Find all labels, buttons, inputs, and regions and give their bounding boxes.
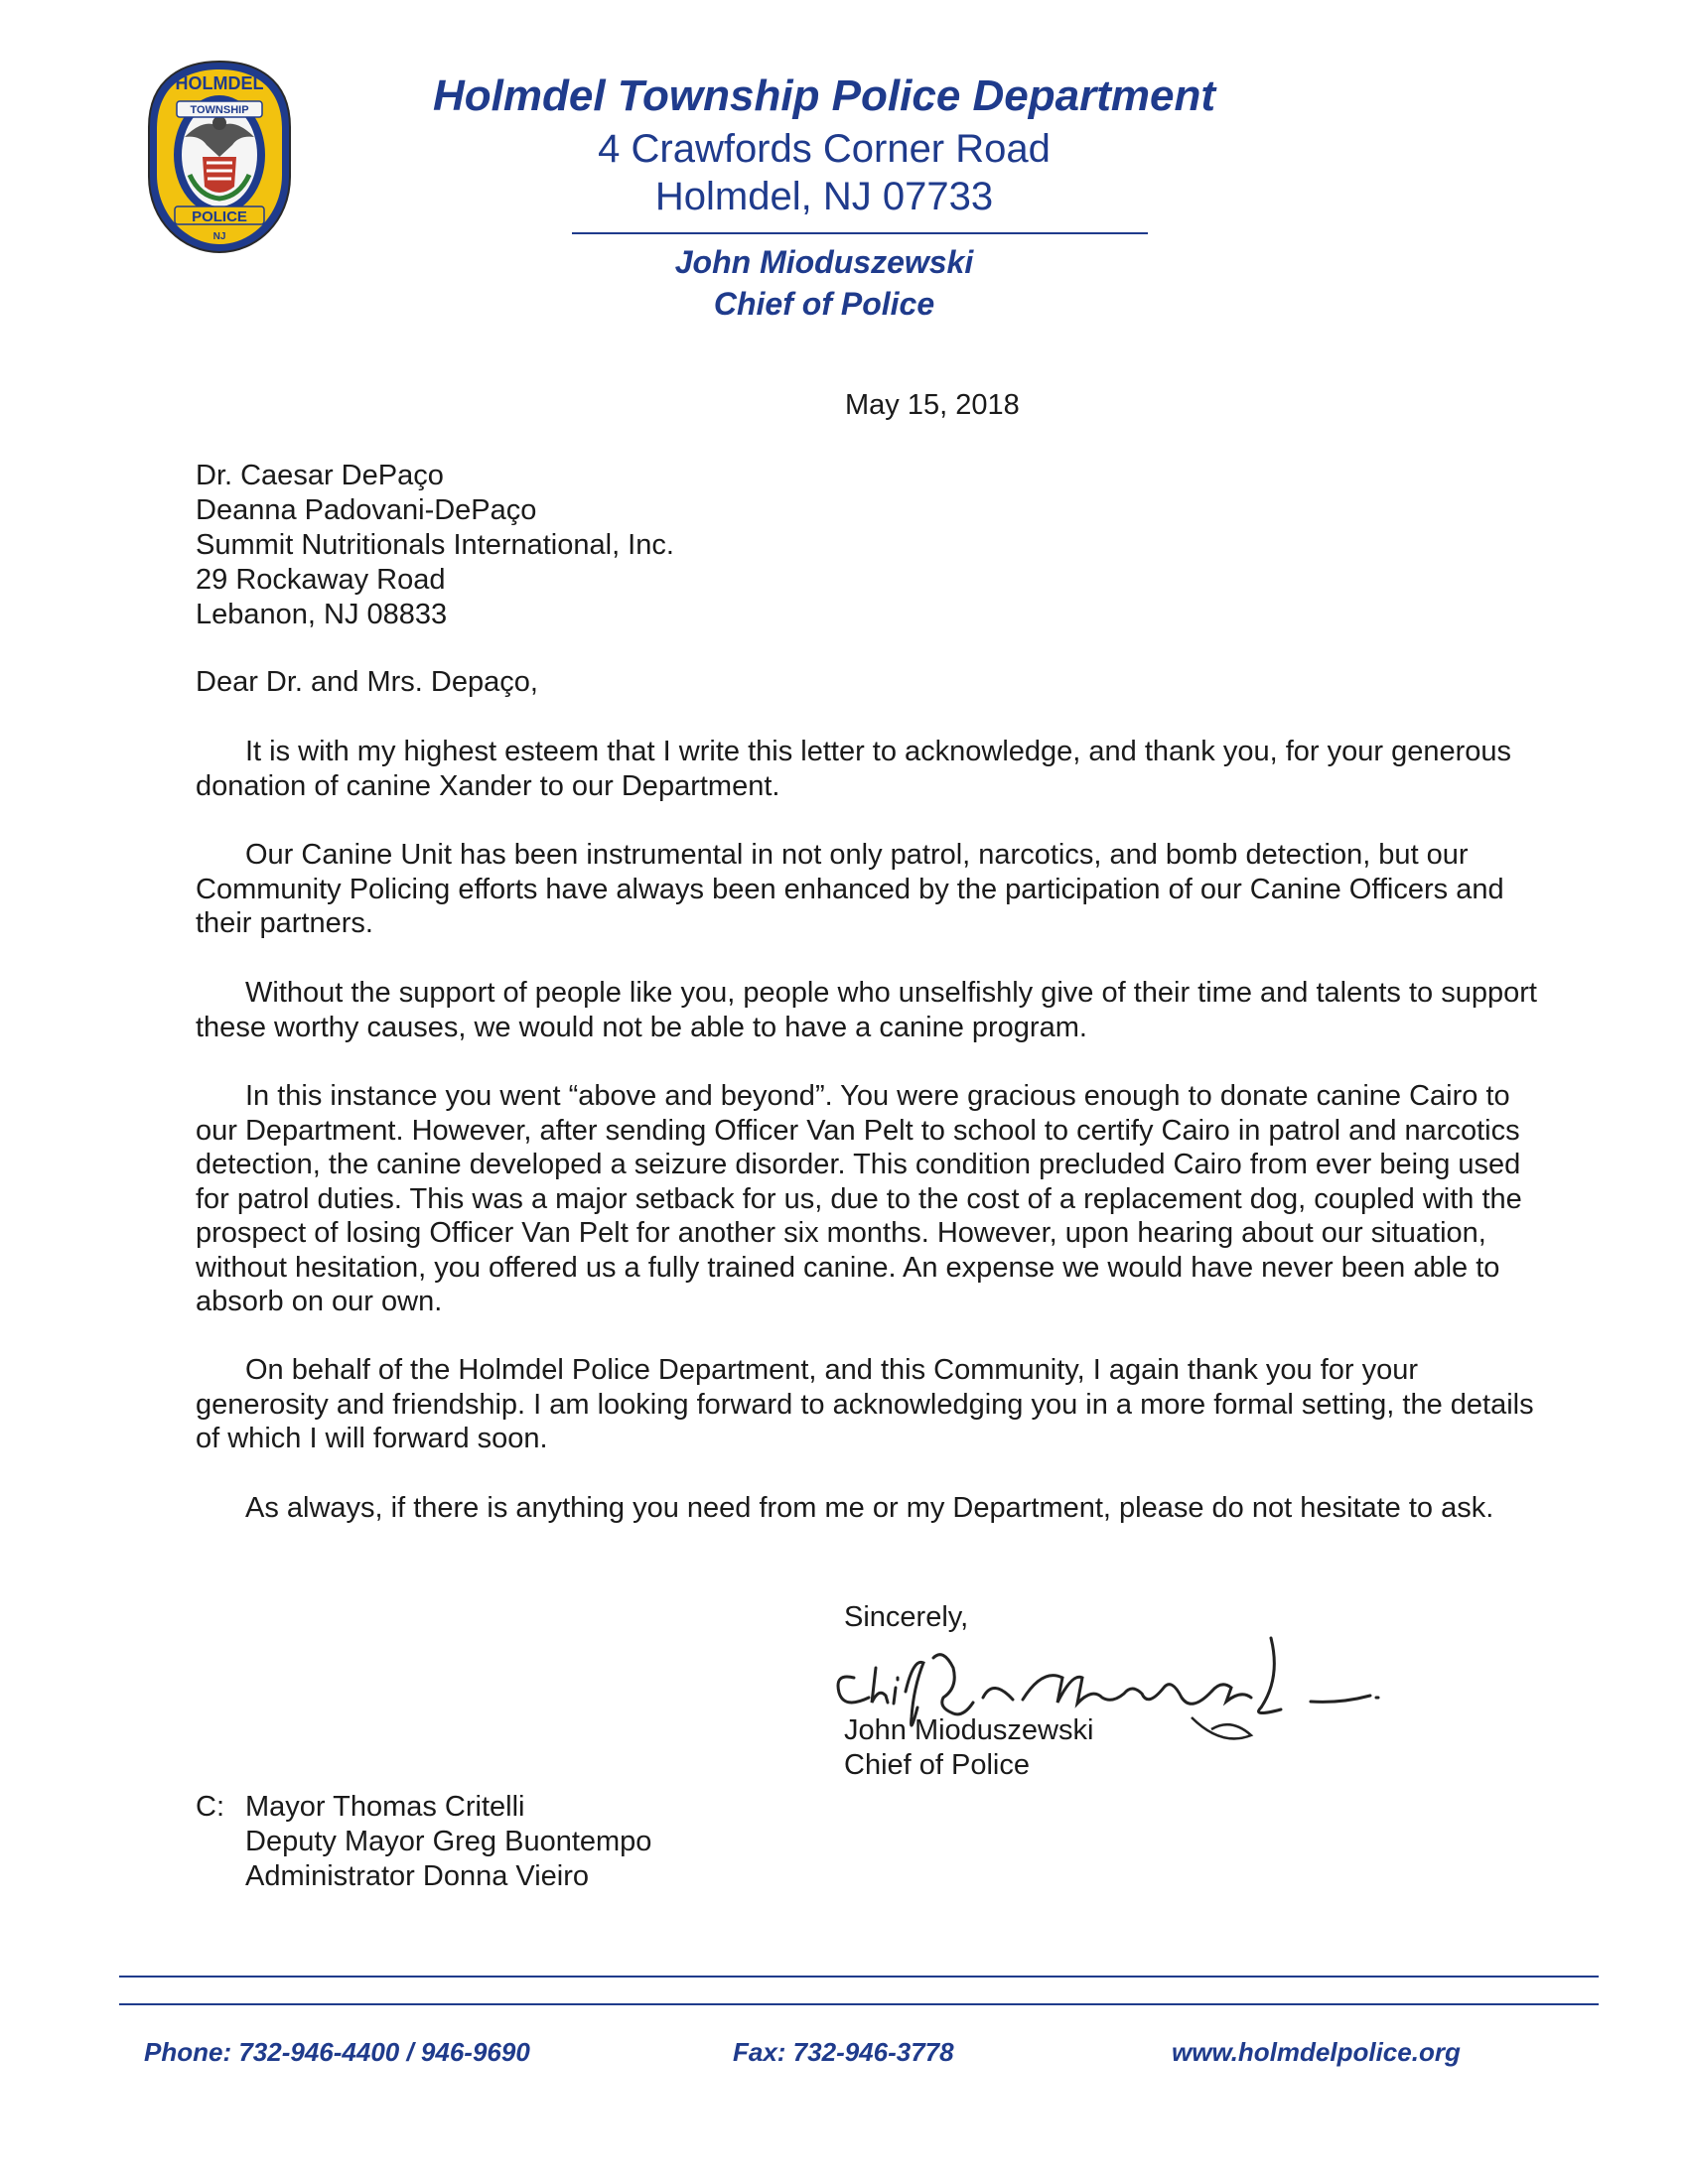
- recipient-line: Dr. Caesar DePaço: [196, 460, 444, 491]
- badge-banner-text: TOWNSHIP: [190, 104, 249, 116]
- letterhead-chief-title: Chief of Police: [713, 286, 935, 322]
- department-address-line1: 4 Crawfords Corner Road: [598, 127, 1051, 171]
- police-badge-icon: [145, 58, 294, 256]
- letter-paragraph: In this instance you went “above and beyond”. You were gracious enough to donate canine Cairo to our Department. However, after sending Officer Van Pelt to school to certify Cairo in patrol and narcotics detection, the canine developed a seizure disorder. This condition precluded Cairo from ever being used for patrol duties. This was a major setback for us, due to the cost of a replacement dog, coupled with the prospect of losing Officer Van Pelt for another six months. However, upon hearing about our situation, without hesitation, you offered us a fully trained canine. An expense we would have never been able to absorb on our own.: [196, 1080, 1522, 1317]
- footer-website: www.holmdelpolice.org: [1172, 2037, 1461, 2067]
- carbon-copy-list: [196, 1790, 651, 1894]
- cc-recipient: Administrator Donna Vieiro: [245, 1860, 590, 1892]
- signer-title: Chief of Police: [844, 1749, 1030, 1781]
- footer-phone: Phone: 732-946-4400 / 946-9690: [144, 2037, 530, 2067]
- recipient-line: Deanna Padovani-DePaço: [196, 494, 537, 526]
- letter-date: May 15, 2018: [845, 389, 1020, 421]
- recipient-line: 29 Rockaway Road: [196, 564, 446, 596]
- letterhead-chief-name: John Mioduszewski: [674, 244, 974, 280]
- letterhead-divider: [572, 232, 1148, 234]
- letter-paragraph: It is with my highest esteem that I write this letter to acknowledge, and thank you, for your generous donation of canine Xander to our Department.: [196, 736, 1512, 802]
- cc-label: C:: [196, 1791, 224, 1823]
- letter-paragraph: On behalf of the Holmdel Police Department, and this Community, I again thank you for your generosity and friendship. I am looking forward to acknowledging you in a more formal setting, the details of which I will forward soon.: [196, 1354, 1534, 1454]
- salutation: Dear Dr. and Mrs. Depaço,: [196, 666, 538, 698]
- footer-divider-bottom: [119, 2003, 1599, 2005]
- footer-divider-top: [119, 1976, 1599, 1978]
- badge-bottom-text: POLICE: [192, 208, 247, 225]
- signer-name: John Mioduszewski: [844, 1714, 1094, 1746]
- department-name: Holmdel Township Police Department: [432, 71, 1216, 120]
- recipient-address: [196, 459, 674, 632]
- footer-fax: Fax: 732-946-3778: [733, 2037, 954, 2067]
- department-address-line2: Holmdel, NJ 07733: [654, 175, 994, 218]
- recipient-line: Summit Nutritionals International, Inc.: [196, 529, 674, 561]
- recipient-line: Lebanon, NJ 08833: [196, 599, 448, 630]
- cc-recipient: Mayor Thomas Critelli: [245, 1791, 525, 1823]
- letter-paragraph: As always, if there is anything you need from me or my Department, please do not hesitate to ask.: [245, 1492, 1494, 1524]
- badge-state-text: NJ: [212, 231, 226, 242]
- letter-paragraph: Without the support of people like you, people who unselfishly give of their time and talents to support these worthy causes, we would not be able to have a canine program.: [196, 977, 1537, 1043]
- letter-paragraph: Our Canine Unit has been instrumental in not only patrol, narcotics, and bomb detection, but our Community Policing efforts have always been enhanced by the participation of our Canine Officers and their partners.: [196, 839, 1504, 939]
- badge-top-text: HOLMDEL: [175, 73, 264, 93]
- cc-recipient: Deputy Mayor Greg Buontempo: [245, 1826, 652, 1857]
- closing: Sincerely,: [844, 1601, 969, 1633]
